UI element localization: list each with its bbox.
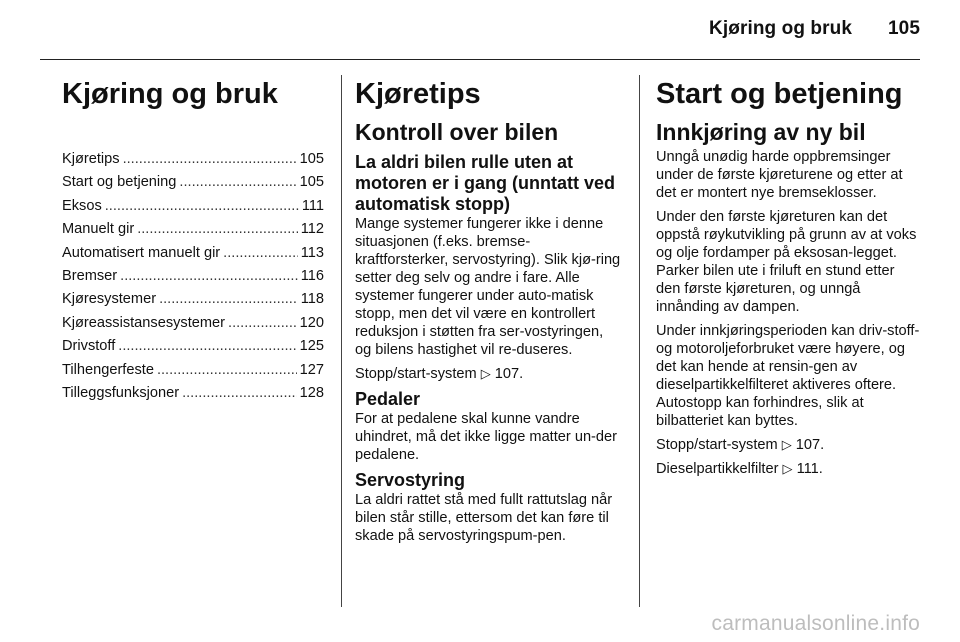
toc-entry[interactable] — [62, 267, 324, 290]
toc-entry-page: 111 — [301, 197, 324, 214]
toc-entry-label: Bremser — [62, 267, 118, 284]
paragraph-first-drive: Under den første kjøreturen kan det oppstå røykutvikling på grunn av at voks og olje fordamper på eksosan-legget. Parker bilen ute i friluft en stund etter den første kjøreturen, og unngå innånding av dampen. — [656, 209, 917, 315]
running-header-title: Kjøring og bruk — [709, 18, 852, 39]
toc-entry[interactable] — [62, 150, 324, 173]
cross-reference-diesel-filter[interactable] — [656, 460, 922, 478]
toc-dot-leader — [179, 173, 296, 191]
toc-dot-leader — [228, 314, 297, 332]
cross-reference-arrow-icon — [783, 461, 793, 476]
toc-entry-page: 125 — [299, 338, 324, 355]
toc-entry-label: Tilleggsfunksjoner — [62, 384, 180, 401]
heading-never-coast: La aldri bilen rulle uten at motoren er i gang (unntatt ved automatisk stopp) — [355, 152, 616, 214]
toc-entry[interactable] — [62, 244, 324, 267]
running-header — [709, 18, 920, 40]
heading-pedals: Pedaler — [355, 389, 421, 409]
watermark: carmanualsonline.info — [711, 612, 920, 635]
driving-tips-column — [355, 72, 623, 551]
toc-entry-label: Tilhengerfeste — [62, 361, 154, 378]
toc-entry-page: 113 — [300, 244, 324, 261]
toc-entry[interactable] — [62, 220, 324, 243]
toc-entry-page: 118 — [300, 291, 324, 308]
chapter-contents-column — [62, 72, 324, 407]
toc-entry[interactable] — [62, 337, 324, 360]
cross-reference-text: Stopp/start-system — [656, 437, 778, 453]
paragraph-brakes: Unngå unødig harde oppbremsinger under de første kjøreturene og etter at det er montert nye bremseklosser. — [656, 149, 903, 201]
cross-reference-page: 107. — [795, 437, 825, 453]
toc-entry-page: 112 — [300, 221, 324, 238]
toc-dot-leader — [123, 150, 297, 168]
toc-entry[interactable] — [62, 290, 324, 313]
cross-reference-stop-start[interactable] — [656, 436, 922, 454]
cross-reference-stop-start[interactable] — [355, 365, 623, 383]
heading-power-steering: Servostyring — [355, 470, 466, 490]
toc-dot-leader — [120, 267, 298, 285]
toc-entry-label: Eksos — [62, 197, 102, 214]
toc-entry-label: Start og betjening — [62, 174, 177, 191]
toc-dot-leader — [182, 384, 297, 402]
cross-reference-text: Dieselpartikkelfilter — [656, 461, 779, 477]
cross-reference-arrow-icon — [782, 437, 792, 452]
paragraph-running-in: Under innkjøringsperioden kan driv-stoff- og motoroljeforbruket være høyere, og det kan hende at rensin-gen av dieselpartikkelfilteret aktiveres oftere. Autostopp kan forhindres, slik at bilbatteriet kan byttes. — [656, 323, 920, 429]
toc-entry-label: Drivstoff — [62, 338, 116, 355]
page-number: 105 — [887, 18, 920, 39]
toc-entry-label: Kjøreassistansesystemer — [62, 314, 226, 331]
toc-entry[interactable] — [62, 314, 324, 337]
toc-entry-label: Manuelt gir — [62, 221, 135, 238]
column-divider-2 — [639, 75, 640, 607]
toc-entry-page: 127 — [299, 361, 324, 378]
toc-entry-page: 105 — [299, 151, 324, 167]
column-divider-1 — [341, 75, 342, 607]
cross-reference-text: Stopp/start-system — [355, 366, 477, 382]
toc-entry[interactable] — [62, 361, 324, 384]
chapter-title: Kjøring og bruk — [62, 78, 278, 110]
subsection-title-vehicle-control: Kontroll over bilen — [355, 119, 559, 145]
paragraph-pedals: For at pedalene skal kunne vandre uhindret, må det ikke ligge matter un-der pedalene. — [355, 411, 618, 463]
toc-entry-page: 116 — [300, 267, 324, 284]
cross-reference-page: 107. — [494, 366, 524, 382]
toc-dot-leader — [157, 361, 297, 379]
cross-reference-arrow-icon — [481, 366, 491, 381]
toc-entry[interactable] — [62, 173, 324, 196]
toc-dot-leader — [159, 290, 298, 308]
table-of-contents — [62, 150, 324, 407]
toc-entry-page: 120 — [299, 314, 324, 331]
paragraph-never-coast: Mange systemer fungerer ikke i denne situasjonen (f.eks. bremse-kraftforsterker, servostyring). Slik kjø-ring setter deg selv og andre i fare. Alle systemer fungerer under auto-matisk stopp, men det vil være en kontrollert reduksjon i støtten fra ser-vostyringen, og bilens hastighet vil re-duseres. — [355, 216, 621, 358]
cross-reference-page: 111. — [796, 461, 823, 477]
toc-entry[interactable] — [62, 384, 324, 407]
toc-dot-leader — [137, 220, 298, 238]
starting-operating-column — [656, 72, 922, 484]
toc-entry-label: Automatisert manuelt gir — [62, 244, 221, 261]
toc-entry-page: 105 — [299, 174, 324, 191]
paragraph-power-steering: La aldri rattet stå med fullt rattutslag når bilen står stille, ettersom det kan føre til skade på servostyringspum-pen. — [355, 492, 613, 544]
toc-entry-page: 128 — [299, 384, 324, 401]
toc-dot-leader — [105, 197, 299, 215]
section-title-driving-tips: Kjøretips — [355, 78, 481, 110]
subsection-title-new-vehicle: Innkjøring av ny bil — [656, 119, 866, 145]
toc-dot-leader — [118, 337, 296, 355]
toc-entry-label: Kjøresystemer — [62, 291, 157, 308]
toc-entry-label: Kjøretips — [62, 151, 120, 167]
toc-dot-leader — [223, 244, 298, 262]
header-rule — [40, 59, 920, 60]
section-title-starting-operating: Start og betjening — [656, 78, 903, 110]
toc-entry[interactable] — [62, 197, 324, 220]
